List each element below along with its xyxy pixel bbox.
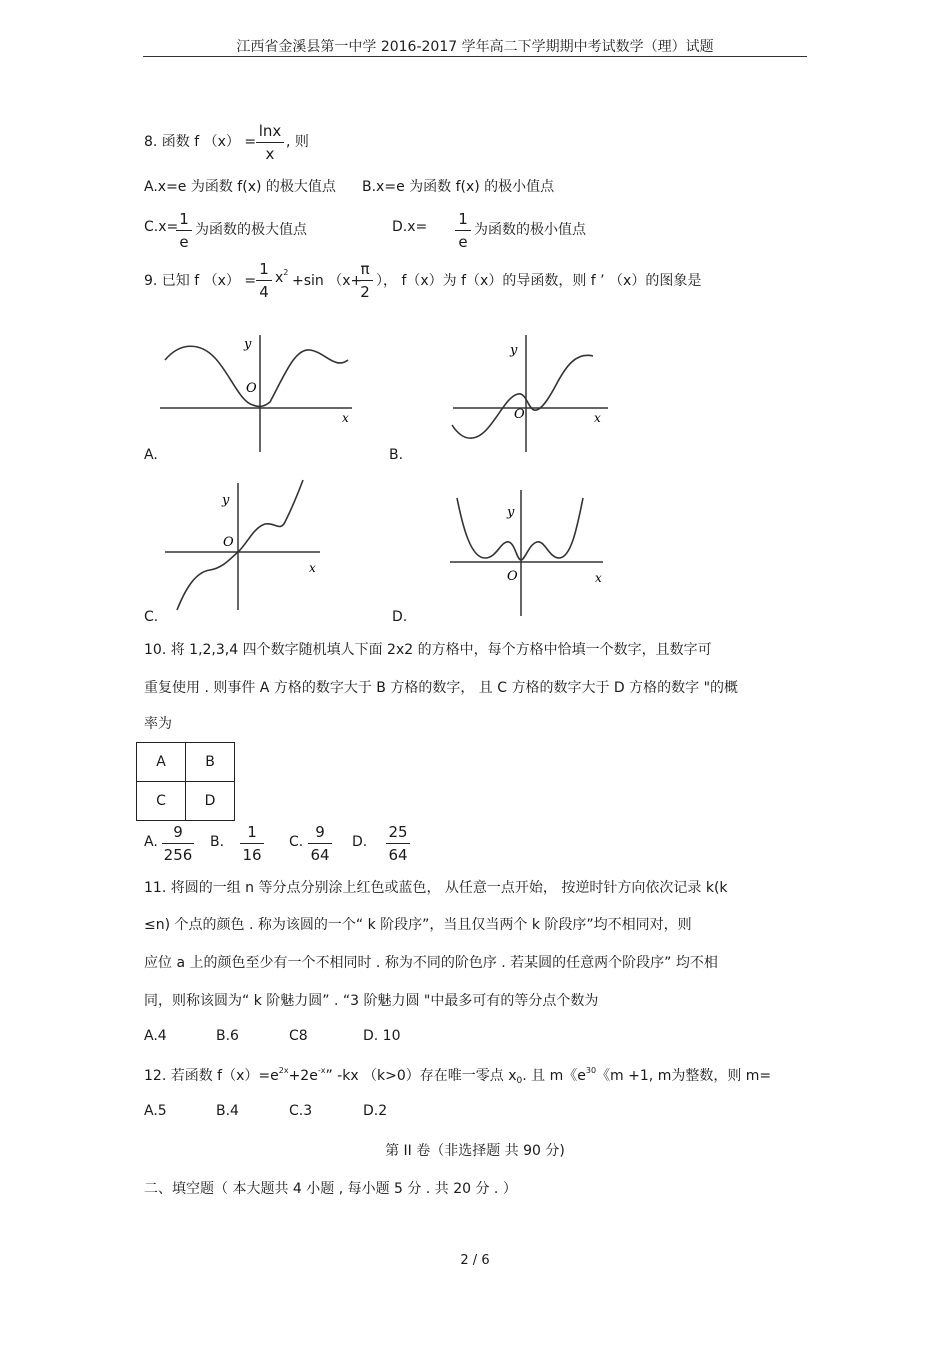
q12-option-a: A.5: [144, 1103, 167, 1119]
graph-b-y-label: y: [510, 343, 518, 358]
graph-b-curve: [452, 355, 593, 438]
q9-frac2-den: 2: [360, 283, 370, 301]
q11-line-1: 11. 将圆的一组 n 等分点分别涂上红色或蓝色， 从任意一点开始， 按逆时针方向依次记录 k(k: [144, 880, 728, 896]
graph-d-y-label: y: [507, 505, 515, 520]
q8-option-c-bar: [176, 230, 192, 231]
q11-line-4: 同，则称该圆为“ k 阶魅力圆” . “3 阶魅力圆 "中最多可有的等分点个数为: [144, 993, 599, 1009]
graph-c-curve: [177, 480, 303, 610]
q10-option-c-fraction: [308, 822, 332, 865]
q12-sub-0: 0: [516, 1076, 523, 1086]
q9-label-b: B.: [389, 447, 404, 463]
q10-line-2: 重复使用 . 则事件 A 方格的数字大于 B 方格的数字， 且 C 方格的数字大于 D 方格的数字 "的概: [144, 680, 739, 696]
header-rule: [143, 56, 807, 57]
q10-option-a-num: 9: [173, 823, 183, 841]
q11-line-3: 应位 a 上的颜色至少有一个不相同时 . 称为不同的阶色序 . 若某圆的任意两个阶段序” 均不相: [144, 955, 718, 971]
graph-c-y-label: y: [222, 493, 230, 508]
q8-option-d-den: e: [458, 233, 468, 251]
q8-frac-bar: [256, 142, 284, 143]
q12-option-b: B.4: [216, 1103, 239, 1119]
q11-option-a: A.4: [144, 1028, 167, 1044]
q10-option-b-label: B.: [210, 834, 225, 850]
page-header: 江西省金溪县第一中学 2016-2017 学年高二下学期期中考试数学（理）试题: [236, 39, 714, 55]
q8-option-c-fraction: [176, 209, 192, 252]
q11-option-b: B.6: [216, 1028, 239, 1044]
q9-stem-suffix: ）， f（x）为 f（x）的导函数，则 f ’ （x）的图象是: [376, 273, 702, 289]
part-2-title: 第 II 卷（非选择题 共 90 分): [385, 1143, 565, 1159]
q10-option-c-num: 9: [315, 823, 325, 841]
fill-in-section-heading: 二、填空题（ 本大题共 4 小题 , 每小题 5 分 . 共 20 分 . ）: [144, 1181, 517, 1197]
graph-c-x-label: x: [309, 561, 316, 575]
q10-option-b-fraction: [240, 822, 264, 865]
page-number: 2 / 6: [460, 1253, 490, 1268]
q8-option-c-suffix: 为函数的极大值点: [195, 222, 307, 238]
q12-stem-b: +2e: [288, 1068, 318, 1084]
q8-frac-num: lnx: [258, 122, 282, 140]
q11-line-2: ≤n) 个点的颜色 . 称为该圆的一个“ k 阶段序”，当且仅当两个 k 阶段序”均不相同对，则: [144, 917, 692, 933]
grid-cell-c: C: [137, 782, 186, 821]
grid-cell-b: B: [186, 743, 235, 782]
q10-option-c-bar: [308, 843, 332, 844]
graph-c-origin: O: [223, 535, 234, 550]
q9-x-var: x: [275, 270, 284, 286]
q10-option-b-den: 16: [242, 846, 262, 864]
q11-option-d: D. 10: [363, 1028, 401, 1044]
q10-grid: [136, 742, 235, 821]
grid-cell-d: D: [186, 782, 235, 821]
q12-sup-1: 2x: [278, 1066, 289, 1075]
q8-fraction: [256, 121, 284, 164]
q8-frac-den: x: [265, 145, 275, 163]
q9-frac1-den: 4: [259, 283, 269, 301]
q9-exponent: 2: [283, 268, 289, 277]
graph-b-origin: O: [514, 407, 525, 422]
q9-label-c: C.: [144, 609, 159, 625]
q10-option-d-label: D.: [352, 834, 368, 850]
q9-graph-a: [160, 330, 355, 455]
q10-option-d-num: 25: [388, 823, 408, 841]
q9-label-d: D.: [392, 609, 408, 625]
q10-option-b-bar: [240, 843, 264, 844]
q9-frac1-num: 1: [259, 260, 269, 278]
q12-stem-a: 12. 若函数 f（x）=e: [144, 1068, 279, 1084]
q10-option-a-den: 256: [163, 846, 193, 864]
q8-option-d-bar: [455, 230, 471, 231]
graph-d-curve: [457, 498, 583, 560]
q8-stem-suffix: , 则: [286, 134, 309, 150]
q12-sup-3: 30: [585, 1066, 597, 1075]
graph-a-y-label: y: [244, 337, 252, 352]
q8-option-c-den: e: [179, 233, 189, 251]
q9-graph-c: [165, 478, 325, 613]
q8-option-b: B.x=e 为函数 f(x) 的极小值点: [362, 179, 555, 195]
q9-graph-d: [445, 488, 610, 618]
q10-option-a-bar: [162, 843, 194, 844]
q9-sin-text: +sin （x+: [292, 273, 363, 289]
q8-option-a: A.x=e 为函数 f(x) 的极大值点: [144, 179, 336, 195]
q10-option-a-fraction: [162, 822, 194, 865]
q12-option-c: C.3: [289, 1103, 313, 1119]
q8-option-c-prefix: C.x=: [144, 219, 179, 235]
q9-stem-prefix: 9. 已知 f （x） =: [144, 273, 257, 289]
q10-line-1: 10. 将 1,2,3,4 四个数字随机填人下面 2x2 的方格中，每个方格中恰填一个数字，且数字可: [144, 642, 712, 658]
q8-option-c-num: 1: [179, 210, 189, 228]
q10-option-c-label: C.: [289, 834, 304, 850]
graph-d-origin: O: [507, 569, 518, 584]
q10-option-a-label: A.: [144, 834, 158, 850]
graph-a-curve: [165, 346, 348, 406]
q12-sup-2: -x: [317, 1066, 326, 1075]
q9-fraction-2: [357, 259, 373, 302]
grid-cell-a: A: [137, 743, 186, 782]
graph-b-x-label: x: [594, 411, 601, 425]
q8-stem-prefix: 8. 函数 f （x） =: [144, 134, 257, 150]
q10-option-c-den: 64: [310, 846, 330, 864]
q10-line-3: 率为: [144, 716, 172, 732]
q10-option-d-bar: [386, 843, 410, 844]
q9-fraction-1: [256, 259, 272, 302]
q10-option-b-num: 1: [247, 823, 257, 841]
q12-stem-e: 《m +1, m为整数，则 m=: [596, 1068, 772, 1084]
q12-stem: [144, 1065, 771, 1085]
graph-a-x-label: x: [342, 411, 349, 425]
q9-frac1-bar: [256, 280, 272, 281]
q8-option-d-num: 1: [458, 210, 468, 228]
q12-stem-d: . 且 m《e: [522, 1068, 586, 1084]
q12-stem-c: ” -kx （k>0）存在唯一零点 x: [325, 1068, 517, 1084]
q12-option-d: D.2: [363, 1103, 388, 1119]
graph-d-x-label: x: [595, 571, 602, 585]
q9-frac2-num: π: [360, 260, 370, 278]
q8-option-d-fraction: [455, 209, 471, 252]
graph-a-origin: O: [246, 381, 257, 396]
q10-option-d-fraction: [386, 822, 410, 865]
q9-frac2-bar: [357, 280, 373, 281]
q11-option-c: C8: [289, 1028, 308, 1044]
q9-x-term: [275, 270, 288, 286]
q9-graph-b: [448, 330, 613, 455]
q8-option-d-prefix: D.x=: [392, 219, 428, 235]
q10-option-d-den: 64: [388, 846, 408, 864]
q9-label-a: A.: [144, 447, 158, 463]
q8-option-d-suffix: 为函数的极小值点: [474, 222, 586, 238]
